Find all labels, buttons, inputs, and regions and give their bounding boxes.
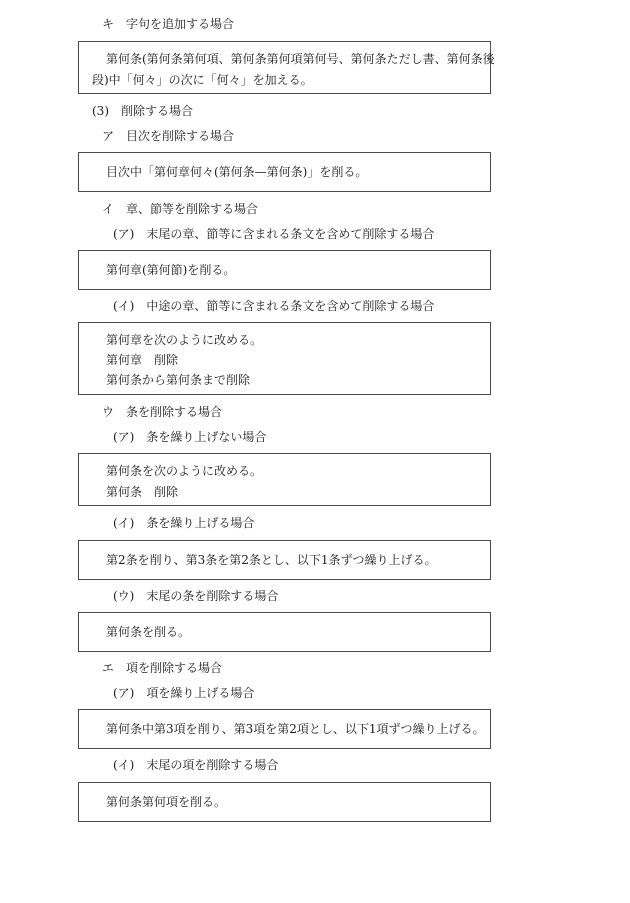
heading-i-i: (イ) 中途の章、節等に含まれる条文を含めて削除する場合	[113, 299, 435, 313]
example-box-u-a	[78, 453, 491, 506]
heading-u-a: (ア) 条を繰り上げない場合	[113, 430, 267, 444]
example-line: 第何条から第何条まで削除	[106, 373, 251, 387]
heading-section-3: (3) 削除する場合	[92, 104, 193, 118]
example-line: 第何条を削る。	[106, 625, 191, 639]
heading-u-u: (ウ) 末尾の条を削除する場合	[113, 589, 279, 603]
heading-a: ア 目次を削除する場合	[102, 129, 235, 143]
example-line: 第何章を次のように改める。	[106, 333, 263, 347]
heading-e-a: (ア) 項を繰り上げる場合	[113, 686, 255, 700]
example-box-i-a	[78, 250, 491, 290]
example-line: 目次中「第何章何々(第何条—第何条)」を削る。	[106, 165, 368, 179]
heading-e: エ 項を削除する場合	[102, 661, 223, 675]
heading-u-i: (イ) 条を繰り上げる場合	[113, 516, 255, 530]
example-line: 第何条中第3項を削り、第3項を第2項とし、以下1項ずつ繰り上げる。	[106, 722, 485, 736]
example-line: 段)中「何々」の次に「何々」を加える。	[92, 73, 313, 87]
example-box-u-i	[78, 540, 491, 580]
example-line: 第何章 削除	[106, 353, 179, 367]
example-box-u-u	[78, 612, 491, 652]
heading-i-a: (ア) 末尾の章、節等に含まれる条文を含めて削除する場合	[113, 227, 435, 241]
example-box-i-i	[78, 322, 491, 395]
example-box-ki	[78, 41, 495, 94]
example-box-e-a	[78, 709, 491, 749]
example-line: 第何条 削除	[106, 485, 179, 499]
example-box-e-i	[78, 782, 491, 822]
heading-ki: キ 字句を追加する場合	[102, 17, 235, 31]
example-line: 第何章(第何節)を削る。	[106, 263, 236, 277]
example-box-a	[78, 152, 491, 192]
example-line: 第何条第何項を削る。	[106, 795, 227, 809]
heading-e-i: (イ) 末尾の項を削除する場合	[113, 758, 279, 772]
example-line: 第何条(第何条第何項、第何条第何項第何号、第何条ただし書、第何条後	[106, 52, 495, 66]
heading-u: ウ 条を削除する場合	[102, 405, 223, 419]
example-line: 第2条を削り、第3条を第2条とし、以下1条ずつ繰り上げる。	[106, 553, 437, 567]
example-line: 第何条を次のように改める。	[106, 464, 263, 478]
heading-i: イ 章、節等を削除する場合	[102, 202, 259, 216]
